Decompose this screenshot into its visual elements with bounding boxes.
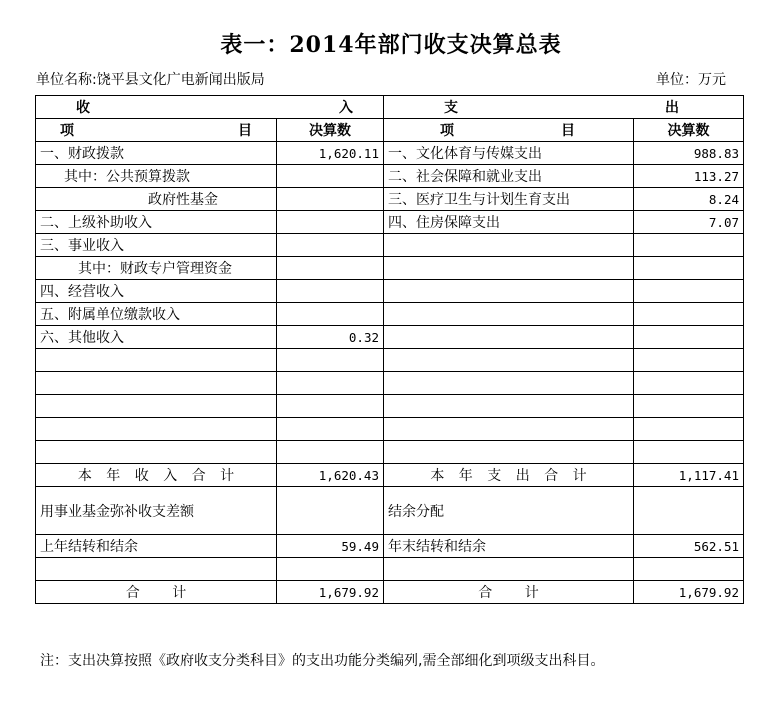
fund-income-label: 用事业基金弥补收支差额 [36,487,277,535]
income-amount [277,257,384,280]
header-row-columns [36,119,744,142]
carry-income-label: 上年结转和结余 [36,535,277,558]
income-total-label: 本 年 收 入 合 计 [36,464,277,487]
income-label: 四、经营收入 [36,280,277,303]
income-label: 六、其他收入 [36,326,277,349]
table-row [36,188,744,211]
income-amount-header: 决算数 [277,119,384,142]
header-row-sections [36,96,744,119]
expense-amount: 7.07 [634,211,744,234]
income-label: 其中：财政专户管理资金 [36,257,277,280]
income-amount [277,303,384,326]
expense-label [384,257,634,280]
empty-row [36,418,744,441]
expense-label: 三、医疗卫生与计划生育支出 [384,188,634,211]
expense-amount [634,257,744,280]
income-label: 政府性基金 [36,188,277,211]
expense-amount [634,234,744,257]
income-header-left: 收 [76,100,90,116]
income-header-right: 入 [339,100,353,116]
empty-row [36,395,744,418]
table-row [36,303,744,326]
expense-amount [634,326,744,349]
currency-unit: 单位：万元 [656,72,726,88]
expense-total-label: 本 年 支 出 合 计 [384,464,634,487]
income-amount [277,211,384,234]
grand-total-row [36,581,744,604]
expense-header-right: 出 [665,100,679,116]
expense-amount [634,280,744,303]
grand-income-label: 合 计 [36,581,277,604]
table-row [36,257,744,280]
income-label: 五、附属单位缴款收入 [36,303,277,326]
income-amount [277,280,384,303]
table-row [36,142,744,165]
footnote: 注：支出决算按照《政府收支分类科目》的支出功能分类编列,需全部细化到项级支出科目。 [40,653,605,669]
expense-amount [634,303,744,326]
expense-amount: 113.27 [634,165,744,188]
fund-expense-label: 结余分配 [384,487,634,535]
fund-row [36,487,744,535]
income-section-header [36,96,384,119]
table-row [36,280,744,303]
income-amount: 0.32 [277,326,384,349]
grand-income-amount: 1,679.92 [277,581,384,604]
table-row [36,165,744,188]
expense-label: 四、住房保障支出 [384,211,634,234]
unit-info-row [36,69,736,91]
expense-label [384,280,634,303]
empty-row [36,441,744,464]
income-label: 其中：公共预算拨款 [36,165,277,188]
income-amount [277,188,384,211]
carry-expense-label: 年末结转和结余 [384,535,634,558]
grand-expense-label: 合 计 [384,581,634,604]
expense-amount: 988.83 [634,142,744,165]
income-label: 一、财政拨款 [36,142,277,165]
expense-item-header [384,119,634,142]
expense-header-left: 支 [444,100,458,116]
carry-expense-amount: 562.51 [634,535,744,558]
expense-amount-header: 决算数 [634,119,744,142]
carry-income-amount: 59.49 [277,535,384,558]
income-amount: 1,620.11 [277,142,384,165]
item-header-left: 项 [440,123,454,139]
expense-label [384,234,634,257]
income-label: 三、事业收入 [36,234,277,257]
expense-total-amount: 1,117.41 [634,464,744,487]
income-amount [277,165,384,188]
table-row [36,326,744,349]
expense-label [384,303,634,326]
income-label: 二、上级补助收入 [36,211,277,234]
year-total-row [36,464,744,487]
income-total-amount: 1,620.43 [277,464,384,487]
empty-row [36,558,744,581]
expense-label: 一、文化体育与传媒支出 [384,142,634,165]
unit-name: 单位名称:饶平县文化广电新闻出版局 [36,72,265,88]
expense-section-header [384,96,744,119]
empty-row [36,349,744,372]
grand-expense-amount: 1,679.92 [634,581,744,604]
table-row [36,234,744,257]
income-amount [277,234,384,257]
carryover-row [36,535,744,558]
page-title: 表一：2014年部门收支决算总表 [220,32,562,58]
expense-label [384,326,634,349]
item-header-left: 项 [60,123,74,139]
income-item-header [36,119,277,142]
item-header-right: 目 [238,123,252,139]
budget-table [35,95,744,604]
expense-label: 二、社会保障和就业支出 [384,165,634,188]
expense-amount: 8.24 [634,188,744,211]
item-header-right: 目 [561,123,575,139]
empty-row [36,372,744,395]
table-row [36,211,744,234]
